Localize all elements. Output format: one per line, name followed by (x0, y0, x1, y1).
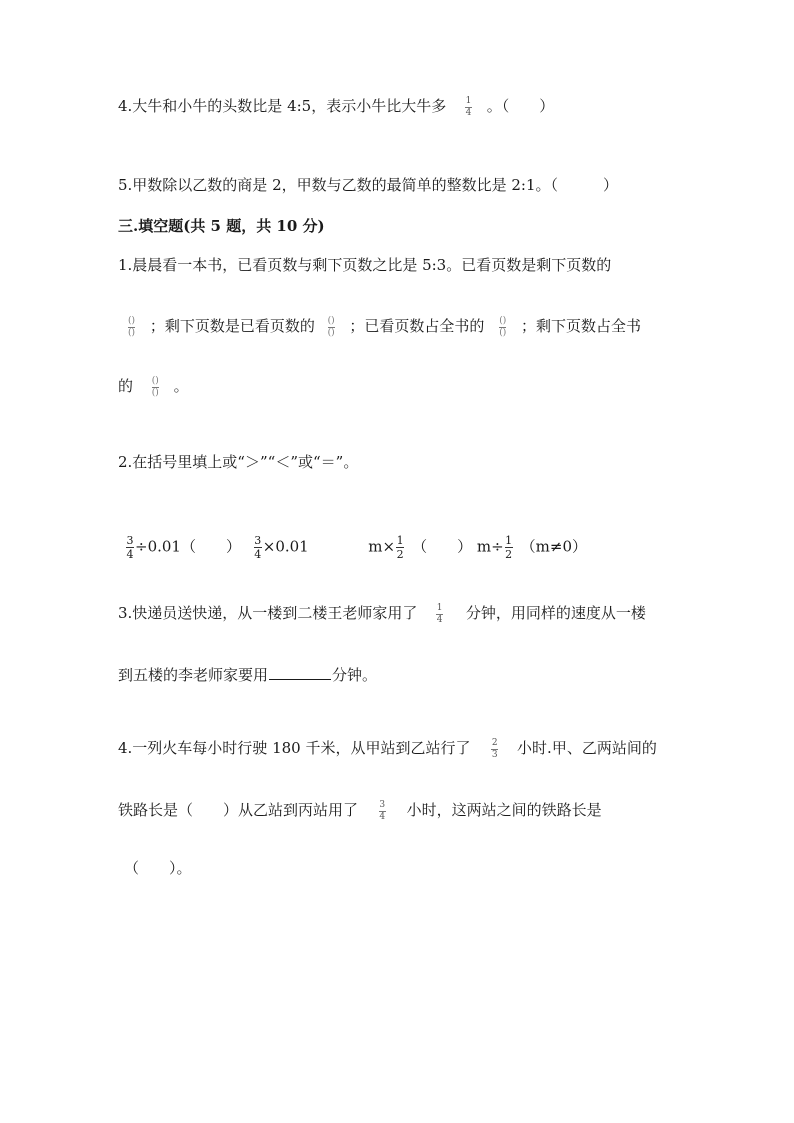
fraction-blank[interactable]: $\frac{()}{()}$ (327, 315, 335, 338)
fraction: $\frac{1}{2}$ (505, 534, 513, 561)
fraction: $\frac{3}{4}$ (379, 799, 386, 822)
fraction-blank[interactable]: $\frac{()}{()}$ (151, 375, 159, 398)
fraction: $\frac{3}{4}$ (254, 534, 262, 561)
fill-question-3-line-1: 3.快递员送快递，从一楼到二楼王老师家用了 $\frac{1}{4}$ 分钟，用同样的速度从一楼 (118, 602, 646, 625)
fill-question-4-line-1: 4.一列火车每小时行驶 180 千米，从甲站到乙站行了 $\frac{2}{3}$ 小时.甲、乙两站间的 (118, 737, 657, 760)
fill-question-1-line-3: 的 $\frac{()}{()}$ 。 (118, 375, 189, 398)
fraction: $\frac{1}{2}$ (396, 534, 404, 561)
answer-blank[interactable] (269, 665, 331, 680)
fill-question-2-expressions: $\frac{3}{4}$ ÷0.01（ ） $\frac{3}{4}$ ×0.01 m× $\frac{1}{2}$ （ ） m÷ $\frac{1}{2}$ （m≠0） (126, 534, 588, 561)
fill-question-4-line-3: （ ）。 (124, 859, 192, 877)
fill-question-1-line-2: $\frac{()}{()}$ ；剩下页数是已看页数的 $\frac{()}{()}$ ；已看页数占全书的 $\frac{()}{()}$ ；剩下页数占全书 (128, 315, 642, 338)
fraction: $\frac{1}{4}$ (465, 95, 472, 118)
fill-question-1-line-1: 1.晨晨看一本书，已看页数与剩下页数之比是 5:3。已看页数是剩下页数的 (118, 256, 612, 274)
question-4-tf (118, 96, 554, 118)
fraction: $\frac{1}{4}$ (436, 602, 443, 625)
fraction: $\frac{3}{4}$ (126, 534, 134, 561)
fill-question-2-line-1: 2.在括号里填上或“＞”“＜”或“＝”。 (118, 453, 359, 471)
fraction: $\frac{2}{3}$ (491, 737, 498, 760)
answer-parentheses: 。（ ） (486, 97, 555, 115)
fill-question-3-line-2: 到五楼的李老师家要用 分钟。 (118, 666, 378, 684)
answer-parentheses[interactable]: （ ） (412, 537, 473, 556)
fill-question-4-line-2: 铁路长是（ ）从乙站到丙站用了 $\frac{3}{4}$ 小时，这两站之间的铁路长是 (118, 799, 602, 822)
question-4-text: 4.大牛和小牛的头数比是 4:5，表示小牛比大牛多 (118, 97, 447, 115)
fraction-blank[interactable]: $\frac{()}{()}$ (128, 315, 136, 338)
question-5-tf: 5.甲数除以乙数的商是 2，甲数与乙数的最简单的整数比是 2:1。（ ） (118, 176, 619, 194)
section-title: 三.填空题(共 5 题，共 10 分) (118, 217, 325, 235)
fraction-blank[interactable]: $\frac{()}{()}$ (499, 315, 507, 338)
